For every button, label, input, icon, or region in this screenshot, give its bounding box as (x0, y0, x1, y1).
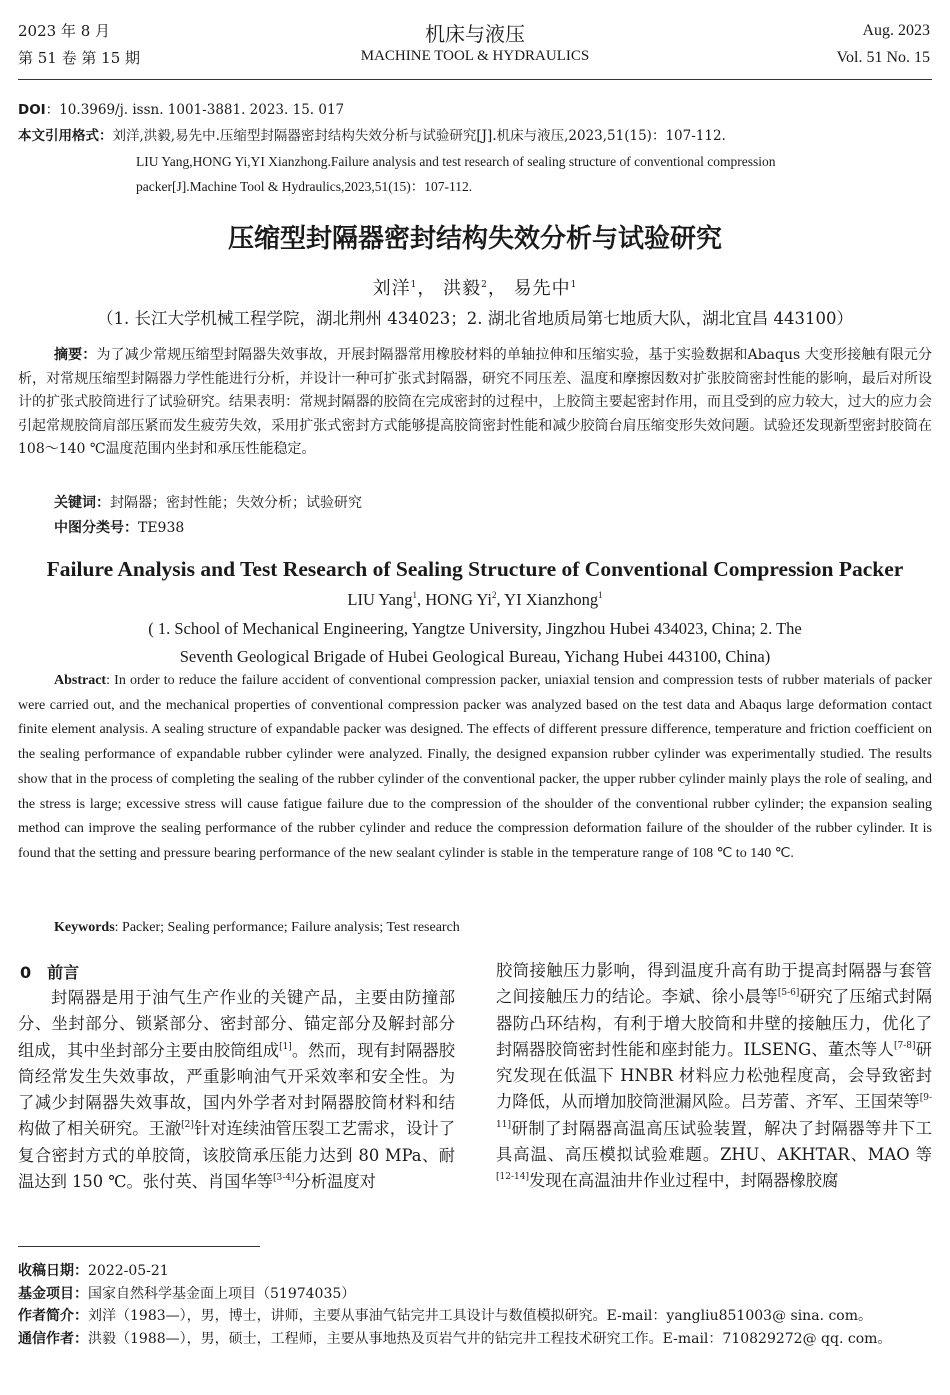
keywords-cn-label: 关键词： (54, 495, 110, 511)
author-cn-1: 刘洋 (372, 278, 411, 299)
footnote-fund: 基金项目：国家自然科学基金面上项目（51974035） (18, 1285, 356, 1302)
author-en-2: HONG Yi (425, 590, 493, 609)
keywords-en-text: : Packer; Sealing performance; Failure analysis; Test research (114, 920, 460, 935)
citation-block (18, 124, 938, 199)
citation-en-line1: LIU Yang,HONG Yi,YI Xianzhong.Failure analysis and test research of sealing structure of conventional compression (136, 154, 776, 169)
journal-name-en: MACHINE TOOL & HYDRAULICS (360, 48, 590, 64)
header-date-en: Aug. 2023 (862, 22, 930, 39)
classification-text: TE938 (138, 520, 185, 536)
affiliation-en-line2: Seventh Geological Brigade of Hubei Geological Bureau, Yichang Hubei 443100, China) (179, 647, 771, 666)
classification-cn (54, 517, 184, 541)
intro-left-column: 封隔器是用于油气生产作业的关键产品，主要由防撞部分、坐封部分、锁紧部分、密封部分、锚定部分及解封部分组成，其中坐封部分主要由胶筒组成[1]。然而，现有封隔器胶筒经常发生失效事故，严重影响油气开采效率和安全性。为了减少封隔器失效事故，国内外学者对封隔器胶筒材料和结构做了相关研究。王澈[2]针对连续油管压裂工艺需求，设计了复合密封方式的单胶筒，该胶筒承压能力达到 80 MPa、耐温达到 150 ℃。张付英、肖国华等[3-4]分析温度对 (18, 988, 455, 1192)
doi-value: ：10.3969/j. issn. 1001-3881. 2023. 15. 017 (45, 102, 345, 118)
header-date-cn: 2023 年 8 月 (18, 22, 111, 40)
citation-label: 本文引用格式： (18, 128, 113, 144)
doi-line (18, 98, 344, 123)
footnotes (18, 1260, 934, 1350)
affiliation-cn: （1. 长江大学机械工程学院，湖北荆州 434023；2. 湖北省地质局第七地质大队，湖北宜昌 443100） (97, 309, 853, 328)
abstract-en (18, 669, 932, 867)
affiliation-en-line1: ( 1. School of Mechanical Engineering, Yangtze University, Jingzhou Hubei 434023, China; 2. The (148, 619, 802, 638)
citation-ref: [12-14] (496, 1172, 529, 1183)
authors-cn: 刘洋$^1$， 洪毅$^2$， 易先中$^1$ (372, 278, 578, 299)
title-en: Failure Analysis and Test Research of Sealing Structure of Conventional Compression Packer (46, 557, 904, 581)
title-cn: 压缩型封隔器密封结构失效分析与试验研究 (227, 224, 722, 254)
abstract-en-text: : In order to reduce the failure accident of conventional compression packer, uniaxial tension and compression tests of rubber materials of packer were carried out, and the mechanical properties of conventional compression packer was analyzed based on the test data and Abaqus large deformation contact finite element analysis. A sealing structure of expandable packer was designed. The effects of different pressure difference, temperature and friction coefficient on the sealing performance of expandable rubber cylinder were analyzed. Finally, the designed expansion rubber cylinder was experimentally studied. The results show that in the process of completing the sealing of the rubber cylinder of the conventional packer, the upper rubber cylinder mainly plays the role of sealing, and the stress is large; excessive stress will cause fatigue failure due to the compression of the shoulder of the conventional rubber cylinder; the expansion sealing method can improve the sealing performance of the rubber cylinder and reduce the compression deformation failure of the shoulder of the rubber cylinder. It is found that the setting and pressure bearing performance of the new sealant cylinder is stable in the temperature range of 108 ℃ to 140 ℃. (18, 673, 932, 861)
abstract-cn-label: 摘要： (54, 347, 97, 363)
citation-ref: [3-4] (273, 1172, 295, 1183)
footnote-author: 作者简介：刘洋（1983—），男，博士，讲师，主要从事油气钻完井工具设计与数值模拟研究。E-mail：yangliu851003@ sina. com。 (18, 1308, 872, 1324)
citation-cn: 刘洋,洪毅,易先中.压缩型封隔器密封结构失效分析与试验研究[J].机床与液压,2023,51(15)：107-112. (112, 128, 726, 144)
author-en-3: YI Xianzhong (504, 590, 599, 609)
keywords-en-label: Keywords (54, 920, 115, 935)
footnote-rule (18, 1246, 260, 1247)
abstract-cn-text: 为了减少常规压缩型封隔器失效事故，开展封隔器常用橡胶材料的单轴拉伸和压缩实验，基于实验数据和Abaqus 大变形接触有限元分析，对常规压缩型封隔器力学性能进行分析，并设计一种可扩张式封隔器，研究不同压差、温度和摩擦因数对扩张胶筒密封性能的影响，最后对所设计的扩张式胶筒进行了试验研究。结果表明：常规封隔器的胶筒在完成密封的过程中，上胶筒主要起密封作用，而且受到的应力较大，过大的应力会引起常规胶筒肩部压紧而发生疲劳失效，采用扩张式密封方式能够提高胶筒密封性能和减少胶筒台肩压缩变形失效问题。试验还发现新型密封胶筒在 108～140 ℃温度范围内坐封和承压性能稳定。 (18, 347, 933, 457)
keywords-en (54, 916, 460, 941)
doi-label: DOI (18, 102, 46, 118)
authors-en: LIU Yang$^1$, HONG Yi$^2$, YI Xianzhong$^1$ (347, 589, 603, 609)
section-heading-intro: 0 前言 (20, 963, 80, 982)
keywords-cn-text: 封隔器；密封性能；失效分析；试验研究 (110, 495, 362, 511)
header-volume-en: Vol. 51 No. 15 (836, 49, 930, 66)
header-volume-cn: 第 51 卷 第 15 期 (18, 49, 141, 67)
affiliation-en (0, 615, 950, 671)
journal-name-cn: 机床与液压 (425, 22, 525, 46)
author-en-1: LIU Yang (347, 590, 413, 609)
citation-ref: [2] (181, 1120, 194, 1131)
citation-en-line2: packer[J].Machine Tool & Hydraulics,2023,51(15)：107-112. (136, 179, 473, 194)
citation-ref: [1] (279, 1041, 292, 1052)
keywords-cn (54, 492, 362, 516)
citation-ref: [7-8] (893, 1040, 916, 1051)
abstract-cn (18, 344, 932, 462)
header-rule (18, 79, 932, 80)
footnote-corresponding: 通信作者：洪毅（1988—），男，硕士，工程师，主要从事地热及页岩气井的钻完井工程技术研究工作。E-mail：710829272@ qq. com。 (18, 1330, 892, 1347)
footnote-received: 收稿日期：2022-05-21 (18, 1263, 169, 1279)
author-cn-2: 洪毅 (443, 278, 482, 299)
author-cn-3: 易先中 (513, 278, 571, 299)
classification-label: 中图分类号： (54, 520, 138, 536)
citation-ref: [9-11] (496, 1093, 932, 1130)
citation-ref: [5-6] (777, 988, 800, 999)
intro-right-column: 胶筒接触压力影响，得到温度升高有助于提高封隔器与套管之间接触压力的结论。李斌、徐小晨等[5-6]研究了压缩式封隔器防凸环结构，有利于增大胶筒和井壁的接触压力，优化了封隔器胶筒密封性能和座封能力。ILSENG、董杰等人[7-8]研究发现在低温下 HNBR 材料应力松弛程度高，会导致密封力降低，从而增加胶筒泄漏风险。吕芳蕾、齐军、王国荣等[9-11]研制了封隔器高温高压试验装置，解决了封隔器等井下工具高温、高压模拟试验难题。ZHU、AKHTAR、MAO 等[12-14]发现在高温油井作业过程中，封隔器橡胶腐 (496, 961, 932, 1191)
abstract-en-label: Abstract (54, 673, 107, 688)
